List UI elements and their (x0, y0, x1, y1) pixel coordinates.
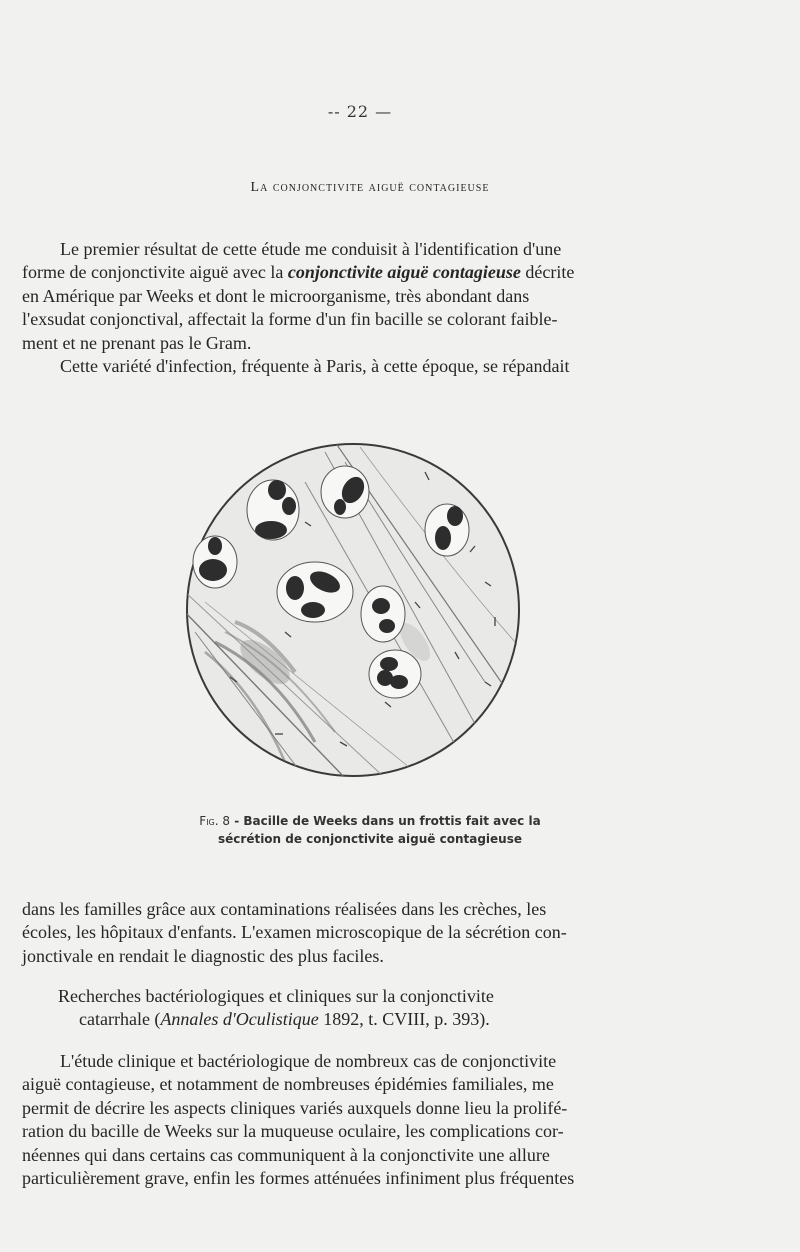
text-line: en Amérique par Weeks et dont le microorganisme, très abondant dans (22, 285, 530, 306)
leukocyte (321, 466, 369, 518)
text-line: dans les familles grâce aux contaminations réalisées dans les crèches, les (22, 899, 547, 919)
text-line: Recherches bactériologiques et cliniques sur la conjonctivite (58, 986, 494, 1006)
text-line: écoles, les hôpitaux d'enfants. L'examen microscopique de la sécrétion con- (22, 922, 567, 943)
micrograph-illustration (185, 442, 521, 778)
text-line: Cette variété d'infection, fréquente à Paris, à cette époque, se répandait (60, 356, 570, 377)
page-number: -- 22 — (327, 102, 393, 121)
leukocyte (425, 504, 469, 556)
figure-label: Fig. 8 (199, 814, 231, 828)
paragraph-clinical (22, 1050, 728, 1190)
text-run: forme de conjonctivite aiguë avec la (22, 262, 288, 283)
text-line (22, 261, 728, 284)
text-line: Le premier résultat de cette étude me conduisit à l'identification d'une (60, 239, 562, 259)
text-line: permit de décrire les aspects cliniques variés auxquels donne lieu la prolifé- (22, 1097, 568, 1118)
text-line: aiguë contagieuse, et notamment de nombreuses épidémies familiales, me (22, 1074, 554, 1095)
text-run: décrite (520, 262, 575, 283)
text-line: l'exsudat conjonctival, affectait la forme d'un fin bacille se colorant faible- (22, 309, 558, 330)
text-run: catarrhale ( (79, 1009, 161, 1030)
text-line: ment et ne prenant pas le Gram. (22, 332, 252, 353)
text-line: particulièrement grave, enfin les formes atténuées infiniment plus fréquentes (22, 1168, 575, 1189)
leukocyte (369, 650, 421, 698)
text-line: ration du bacille de Weeks sur la muqueuse oculaire, les complications cor- (22, 1121, 564, 1142)
text-line: L'étude clinique et bactériologique de nombreux cas de conjonctivite (60, 1051, 557, 1071)
figure-caption (0, 812, 740, 848)
microscope-figure (185, 442, 521, 778)
text-line (58, 1008, 728, 1031)
caption-line: sécrétion de conjonctivite aiguë contagieuse (218, 832, 522, 846)
text-line: néennes qui dans certains cas communiquent à la conjonctivite une allure (22, 1144, 550, 1165)
leukocyte (247, 480, 299, 540)
caption-text: - Bacille de Weeks dans un frottis fait avec la (230, 814, 541, 828)
text-line: jonctivale en rendait le diagnostic des plus faciles. (22, 945, 384, 966)
text-run: 1892, t. CVIII, p. 393). (318, 1009, 490, 1030)
bibliographic-reference (58, 985, 728, 1032)
journal-title: Annales d'Oculistique (160, 1009, 319, 1030)
leukocyte (361, 586, 405, 642)
paragraph-intro (22, 238, 728, 378)
leukocyte (193, 536, 237, 588)
disease-name: conjonctivite aiguë contagieuse (287, 262, 521, 283)
caption-line (0, 812, 740, 830)
section-title: La conjonctivite aiguë contagieuse (250, 180, 490, 195)
leukocyte (277, 562, 353, 622)
paragraph-continuation (22, 898, 728, 968)
